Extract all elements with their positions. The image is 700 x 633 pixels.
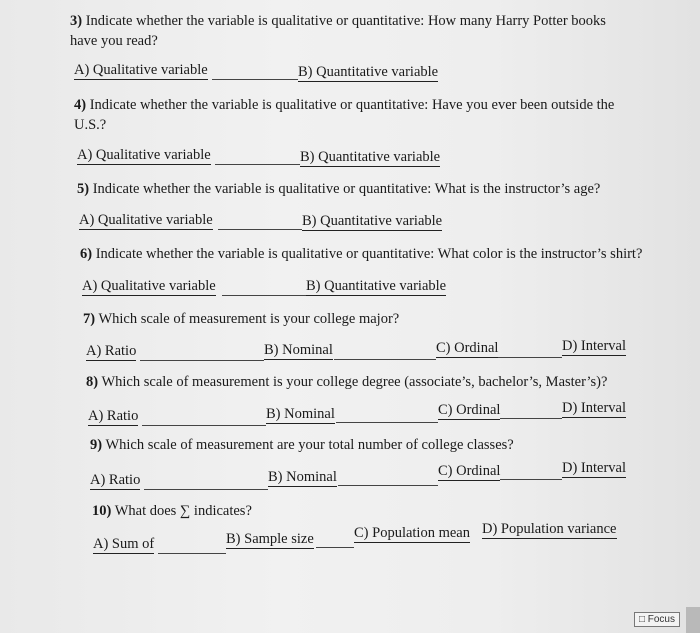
- answer-line: [140, 360, 264, 361]
- question-9: [90, 436, 650, 456]
- question-4-text: Indicate whether the variable is qualitative or quantitative: Have you ever been outside the U.S.?: [74, 97, 615, 133]
- question-3-text: Indicate whether the variable is qualitative or quantitative: How many Harry Potter books have you read?: [70, 13, 606, 49]
- question-5-number: 5): [77, 181, 90, 197]
- question-8-option-d[interactable]: D) Interval: [562, 400, 627, 416]
- question-7-number: 7): [83, 311, 96, 327]
- question-7-option-d[interactable]: D) Interval: [562, 338, 627, 354]
- question-9-option-b[interactable]: B) Nominal: [268, 469, 337, 485]
- question-6-number: 6): [80, 246, 93, 262]
- answer-line: [222, 295, 306, 296]
- answer-line: [498, 357, 562, 358]
- question-8-option-b[interactable]: B) Nominal: [266, 406, 335, 422]
- question-9-option-c[interactable]: C) Ordinal: [438, 463, 501, 479]
- question-5-option-b[interactable]: B) Quantitative variable: [302, 213, 443, 229]
- question-10-option-d[interactable]: D) Population variance: [482, 521, 617, 537]
- question-7-text: Which scale of measurement is your college major?: [98, 311, 400, 327]
- question-3-option-a[interactable]: A) Qualitative variable: [74, 62, 208, 78]
- answer-line: [338, 485, 438, 486]
- answer-line: [212, 79, 298, 80]
- question-9-option-d[interactable]: D) Interval: [562, 460, 627, 476]
- answer-line: [142, 425, 266, 426]
- question-6-option-b[interactable]: B) Quantitative variable: [306, 278, 447, 294]
- question-3-number: 3): [70, 13, 83, 29]
- focus-label: Focus: [647, 614, 675, 625]
- question-10-option-a[interactable]: A) Sum of: [93, 536, 155, 552]
- question-7-option-c[interactable]: C) Ordinal: [436, 340, 499, 356]
- answer-line: [144, 489, 268, 490]
- answer-line: [500, 479, 562, 480]
- answer-line: [158, 553, 226, 554]
- answer-line: [334, 359, 436, 360]
- question-8-text: Which scale of measurement is your college degree (associate’s, bachelor’s, Master’s)?: [101, 374, 608, 390]
- question-9-number: 9): [90, 437, 103, 453]
- question-10: [92, 502, 492, 522]
- question-9-option-a[interactable]: A) Ratio: [90, 472, 141, 488]
- question-8-option-a[interactable]: A) Ratio: [88, 408, 139, 424]
- question-7: [83, 310, 643, 330]
- question-3: [70, 12, 630, 51]
- question-10-number: 10): [92, 503, 112, 519]
- screen-edge: [686, 607, 700, 633]
- question-4-option-b[interactable]: B) Quantitative variable: [300, 149, 441, 165]
- question-8-option-c[interactable]: C) Ordinal: [438, 402, 501, 418]
- question-7-option-b[interactable]: B) Nominal: [264, 342, 333, 358]
- question-7-option-a[interactable]: A) Ratio: [86, 343, 137, 359]
- question-8: [86, 373, 686, 393]
- question-3-option-b[interactable]: B) Quantitative variable: [298, 64, 439, 80]
- answer-line: [218, 229, 302, 230]
- focus-icon: □: [638, 614, 645, 625]
- question-10-option-c[interactable]: C) Population mean: [354, 525, 470, 541]
- answer-line: [336, 422, 438, 423]
- focus-button[interactable]: [634, 612, 680, 627]
- question-4-number: 4): [74, 97, 87, 113]
- question-10-text: What does ∑ indicates?: [114, 503, 252, 519]
- answer-line: [316, 547, 354, 548]
- question-8-number: 8): [86, 374, 99, 390]
- question-5: [77, 180, 677, 200]
- question-4: [74, 96, 634, 135]
- question-6-text: Indicate whether the variable is qualitative or quantitative: What color is the instructor’s shirt?: [95, 246, 643, 262]
- question-4-option-a[interactable]: A) Qualitative variable: [77, 147, 211, 163]
- question-6-option-a[interactable]: A) Qualitative variable: [82, 278, 216, 294]
- question-9-text: Which scale of measurement are your total number of college classes?: [105, 437, 514, 453]
- answer-line: [500, 418, 562, 419]
- question-5-text: Indicate whether the variable is qualitative or quantitative: What is the instructor’s age?: [92, 181, 601, 197]
- question-6: [80, 245, 680, 265]
- answer-line: [215, 164, 300, 165]
- question-10-option-b[interactable]: B) Sample size: [226, 531, 314, 547]
- question-5-option-a[interactable]: A) Qualitative variable: [79, 212, 213, 228]
